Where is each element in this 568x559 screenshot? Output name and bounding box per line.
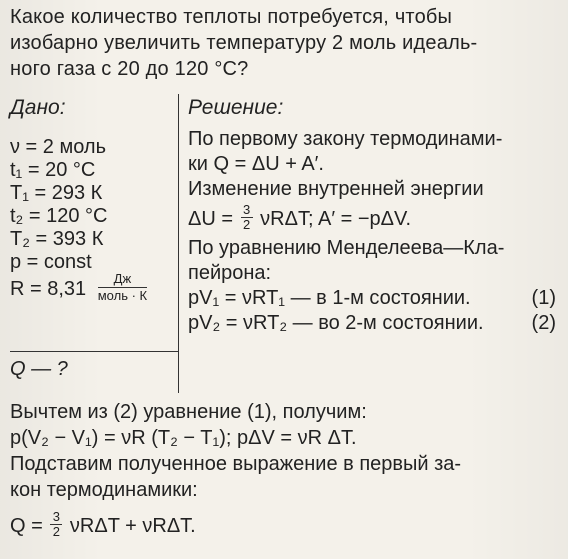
problem-line-1: Какое количество теплоты потребуется, чтобы	[10, 6, 453, 28]
given-item-R-value: R = 8,31	[10, 277, 87, 300]
bottom-line-4: кон термодинамики:	[10, 479, 198, 501]
fraction-denominator: 2	[242, 217, 251, 233]
state-one-equation	[188, 286, 556, 311]
unit-top: Дж	[113, 271, 132, 286]
delta-u-prefix: ΔU =	[188, 208, 239, 230]
state-two-equation	[188, 311, 556, 336]
three-halves-fraction	[241, 204, 253, 231]
delta-u-suffix: νRΔT; A′ = −pΔV.	[260, 208, 412, 230]
final-denominator: 2	[52, 524, 60, 540]
given-item-p: p = const	[10, 251, 92, 273]
final-fraction	[50, 511, 62, 538]
solution-line-5: пейрона:	[188, 262, 272, 284]
state-two-text: pV₂ = νRT₂ — во 2-м состоянии.	[188, 312, 484, 334]
solution-line-2: ки Q = ΔU + A′.	[188, 153, 324, 175]
problem-statement	[10, 4, 554, 82]
given-answer-divider	[10, 351, 178, 352]
final-numerator: 3	[52, 509, 60, 525]
given-item-t1: t₁ = 20 °С	[10, 159, 96, 181]
bottom-line-3: Подставим полученное выражение в первый за-	[10, 453, 462, 475]
given-item-T2: T₂ = 393 К	[10, 228, 104, 250]
problem-line-3: ного газа с 20 до 120 °С?	[10, 58, 249, 80]
solution-line-4: По уравнению Менделеева—Кла-	[188, 237, 505, 259]
solution-title: Решение:	[188, 96, 284, 119]
given-item-nu: ν = 2 моль	[10, 136, 106, 158]
solution-section	[188, 94, 556, 336]
state-one-text: pV₁ = νRT₁ — в 1-м состоянии.	[188, 287, 471, 309]
equation-number-2: (2)	[531, 312, 556, 334]
given-solution-divider	[178, 94, 179, 393]
internal-energy-equation	[188, 202, 556, 236]
given-title: Дано:	[10, 96, 66, 119]
unit-bottom: моль · К	[97, 288, 148, 303]
fraction-numerator: 3	[242, 202, 251, 218]
final-equation	[10, 508, 555, 544]
gas-constant-unit	[98, 272, 147, 303]
given-item-R	[10, 271, 178, 303]
equation-number-1: (1)	[531, 287, 556, 309]
problem-line-2: изобарно увеличить температуру 2 моль идеаль-	[10, 32, 478, 54]
solution-line-1: По первому закону термодинами-	[188, 128, 503, 150]
final-suffix: νRΔT + νRΔT.	[69, 515, 196, 537]
given-list	[10, 136, 178, 303]
solution-line-3: Изменение внутренней энергии	[188, 178, 484, 200]
derivation-continued	[10, 400, 555, 544]
bottom-line-2: p(V₂ − V₁) = νR (T₂ − T₁); pΔV = νR ΔT.	[10, 427, 357, 449]
unknown-quantity: Q — ?	[10, 358, 68, 380]
given-section	[10, 94, 178, 303]
final-prefix: Q =	[10, 515, 49, 537]
bottom-line-1: Вычтем из (2) уравнение (1), получим:	[10, 401, 367, 423]
given-item-t2: t₂ = 120 °С	[10, 205, 108, 227]
given-item-T1: T₁ = 293 К	[10, 182, 103, 204]
